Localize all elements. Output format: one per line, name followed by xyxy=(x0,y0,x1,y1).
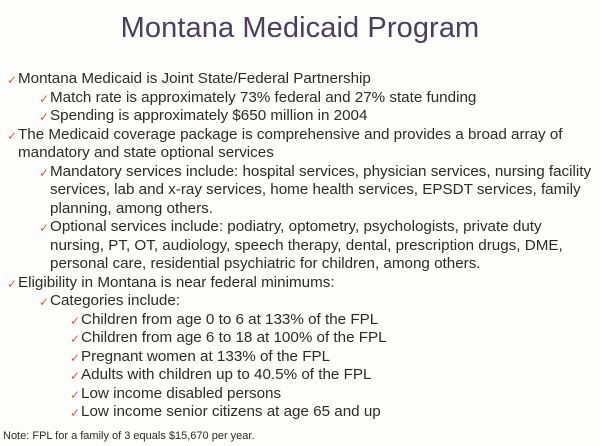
bullet-text: Montana Medicaid is Joint State/Federal Partnership xyxy=(18,70,371,87)
bullet-text: personal care, residential psychiatric for children, among others. xyxy=(50,255,481,272)
bullet-text: Match rate is approximately 73% federal and 27% state funding xyxy=(50,88,477,106)
bullet-text: Mandatory services include: hospital services, physician services, nursing facility xyxy=(50,162,592,180)
bullet-item xyxy=(0,385,600,404)
slide-title: Montana Medicaid Program xyxy=(120,12,480,44)
checkmark-icon: ✓ xyxy=(39,295,50,309)
bullet-list xyxy=(0,70,600,422)
bullet-text: Children from age 0 to 6 at 133% of the FPL xyxy=(81,310,379,328)
bullet-item xyxy=(0,329,600,348)
bullet-text: planning, among others. xyxy=(50,199,213,217)
checkmark-icon: ✓ xyxy=(70,406,81,420)
bullet-item xyxy=(0,107,600,126)
bullet-text: Low income senior citizens at age 65 and up xyxy=(81,403,381,420)
bullet-item xyxy=(0,348,600,367)
bullet-text: Eligibility in Montana is near federal minimums: xyxy=(18,273,335,291)
bullet-text: Adults with children up to 40.5% of the FPL xyxy=(81,366,372,383)
bullet-item xyxy=(0,274,600,293)
checkmark-icon: ✓ xyxy=(70,369,81,383)
bullet-text: Low income disabled persons xyxy=(81,384,282,402)
bullet-text: The Medicaid coverage package is comprehensive and provides a broad array of xyxy=(18,125,563,143)
bullet-item xyxy=(0,163,600,219)
checkmark-icon: ✓ xyxy=(70,332,81,346)
checkmark-icon: ✓ xyxy=(70,313,81,328)
checkmark-icon: ✓ xyxy=(39,221,50,235)
bullet-text: nursing, PT, OT, audiology, speech therapy, dental, prescription drugs, DME, xyxy=(50,236,563,254)
bullet-item xyxy=(0,311,600,330)
bullet-text: mandatory and state optional services xyxy=(18,144,274,161)
bullet-text: Spending is approximately $650 million in 2004 xyxy=(50,107,368,124)
bullet-item xyxy=(0,89,600,108)
bullet-item xyxy=(0,126,600,163)
bullet-text: Optional services include: podiatry, optometry, psychologists, private duty xyxy=(50,218,542,235)
bullet-text: services, lab and x-ray services, home health services, EPSDT services, family xyxy=(50,181,581,198)
footnote: Note: FPL for a family of 3 equals $15,670 per year. xyxy=(3,430,255,442)
bullet-text: Categories include: xyxy=(50,292,181,309)
bullet-item xyxy=(0,70,600,89)
bullet-item xyxy=(0,366,600,385)
checkmark-icon: ✓ xyxy=(7,73,18,87)
bullet-item xyxy=(0,403,600,422)
checkmark-icon: ✓ xyxy=(70,350,81,365)
checkmark-icon: ✓ xyxy=(39,110,50,124)
bullet-item xyxy=(0,218,600,274)
checkmark-icon: ✓ xyxy=(7,276,18,291)
checkmark-icon: ✓ xyxy=(70,387,81,402)
bullet-text: Pregnant women at 133% of the FPL xyxy=(81,347,331,365)
checkmark-icon: ✓ xyxy=(39,91,50,106)
checkmark-icon: ✓ xyxy=(39,165,50,180)
bullet-text: Children from age 6 to 18 at 100% of the FPL xyxy=(81,329,387,346)
bullet-item xyxy=(0,292,600,311)
checkmark-icon: ✓ xyxy=(7,128,18,143)
